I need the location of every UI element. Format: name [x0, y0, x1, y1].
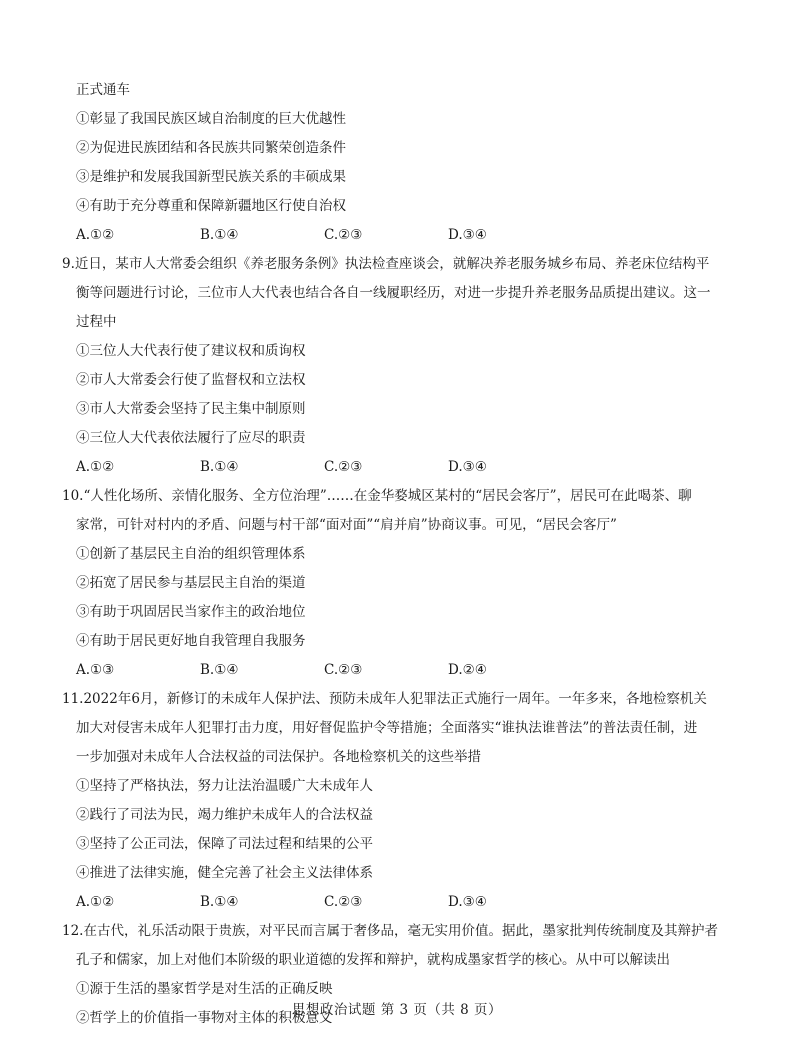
q9-choice-d: D.③④	[448, 459, 487, 475]
q9-choice-c: C.②③	[324, 459, 363, 475]
q11-choice-d: D.③④	[448, 894, 487, 910]
q11-choice-a: A.①②	[76, 894, 115, 910]
q9-stem-line-2: 衡等问题进行讨论，三位市人大代表也结合各自一线履职经历，对进一步提升养老服务品质提出建议。这一	[76, 285, 711, 301]
q10-choices	[62, 656, 738, 685]
q11-option-2: ②践行了司法为民，竭力维护未成年人的合法权益	[76, 807, 373, 823]
q8-choice-a: A.①②	[76, 227, 115, 243]
q11-option-4: ④推进了法律实施，健全完善了社会主义法律体系	[76, 865, 373, 881]
q8-option-3: ③是维护和发展我国新型民族关系的丰硕成果	[76, 169, 346, 185]
q8-option-2: ②为促进民族团结和各民族共同繁荣创造条件	[76, 140, 346, 156]
q11-stem-line-2: 加大对侵害未成年人犯罪打击力度，用好督促监护令等措施；全面落实“谁执法谁普法”的普法责任制，进	[76, 720, 698, 736]
q10-option-1: ①创新了基层民主自治的组织管理体系	[76, 546, 306, 562]
q10-choice-b: B.①④	[200, 662, 239, 678]
q9-option-3: ③市人大常委会坚持了民主集中制原则	[76, 401, 306, 417]
q12-option-1: ①源于生活的墨家哲学是对生活的正确反映	[76, 981, 333, 997]
q9-choice-b: B.①④	[200, 459, 239, 475]
q10-option-2: ②拓宽了居民参与基层民主自治的渠道	[76, 575, 306, 591]
q10-option-3: ③有助于巩固居民当家作主的政治地位	[76, 604, 306, 620]
q10-option-4: ④有助于居民更好地自我管理自我服务	[76, 633, 306, 649]
q8-choice-b: B.①④	[200, 227, 239, 243]
q10-stem-line-1: 10.“人性化场所、亲情化服务、全方位治理”……在金华婺城区某村的“居民会客厅”，居民可在此喝茶、聊	[62, 488, 692, 504]
q9-option-4: ④三位人大代表依法履行了应尽的职责	[76, 430, 306, 446]
q11-choice-b: B.①④	[200, 894, 239, 910]
q9-option-1: ①三位人大代表行使了建议权和质询权	[76, 343, 306, 359]
q12-stem-line-1: 12.在古代，礼乐活动限于贵族，对平民而言属于奢侈品，毫无实用价值。据此，墨家批判传统制度及其辩护者	[62, 923, 718, 939]
page-content	[62, 76, 738, 1033]
q12-stem-line-2: 孔子和儒家，加上对他们本阶级的职业道德的发挥和辩护，就构成墨家哲学的核心。从中可以解读出	[76, 952, 670, 968]
q11-stem-line-1: 11.2022年6月，新修订的未成年人保护法、预防未成年人犯罪法正式施行一周年。一年多来，各地检察机关	[62, 691, 707, 707]
q8-option-1: ①彰显了我国民族区域自治制度的巨大优越性	[76, 111, 346, 127]
q8-choice-d: D.③④	[448, 227, 487, 243]
q11-stem-line-3: 一步加强对未成年人合法权益的司法保护。各地检察机关的这些举措	[76, 749, 481, 765]
q8-choices	[62, 221, 738, 250]
q8-choice-c: C.②③	[324, 227, 363, 243]
q8-option-4: ④有助于充分尊重和保障新疆地区行使自治权	[76, 198, 346, 214]
q12-option-2: ②哲学上的价值指一事物对主体的积极意义	[76, 1010, 333, 1026]
q11-option-3: ③坚持了公正司法，保障了司法过程和结果的公平	[76, 836, 373, 852]
q10-stem-line-2: 家常，可针对村内的矛盾、问题与村干部“面对面”“肩并肩”协商议事。可见，“居民会客厅”	[76, 517, 617, 533]
q10-choice-a: A.①③	[76, 662, 115, 678]
q11-choice-c: C.②③	[324, 894, 363, 910]
q9-stem-line-3: 过程中	[76, 314, 117, 330]
q11-option-1: ①坚持了严格执法，努力让法治温暖广大未成年人	[76, 778, 373, 794]
q10-choice-d: D.②④	[448, 662, 487, 678]
q8-continuation: 正式通车	[76, 82, 130, 98]
page-footer: 思想政治试题 第 3 页（共 8 页）	[291, 1002, 503, 1018]
q9-stem-line-1: 9.近日，某市人大常委会组织《养老服务条例》执法检查座谈会，就解决养老服务城乡布局、养老床位结构平	[62, 256, 710, 272]
q9-choices	[62, 453, 738, 482]
q9-option-2: ②市人大常委会行使了监督权和立法权	[76, 372, 306, 388]
q9-choice-a: A.①②	[76, 459, 115, 475]
q10-choice-c: C.②③	[324, 662, 363, 678]
q11-choices	[62, 888, 738, 917]
